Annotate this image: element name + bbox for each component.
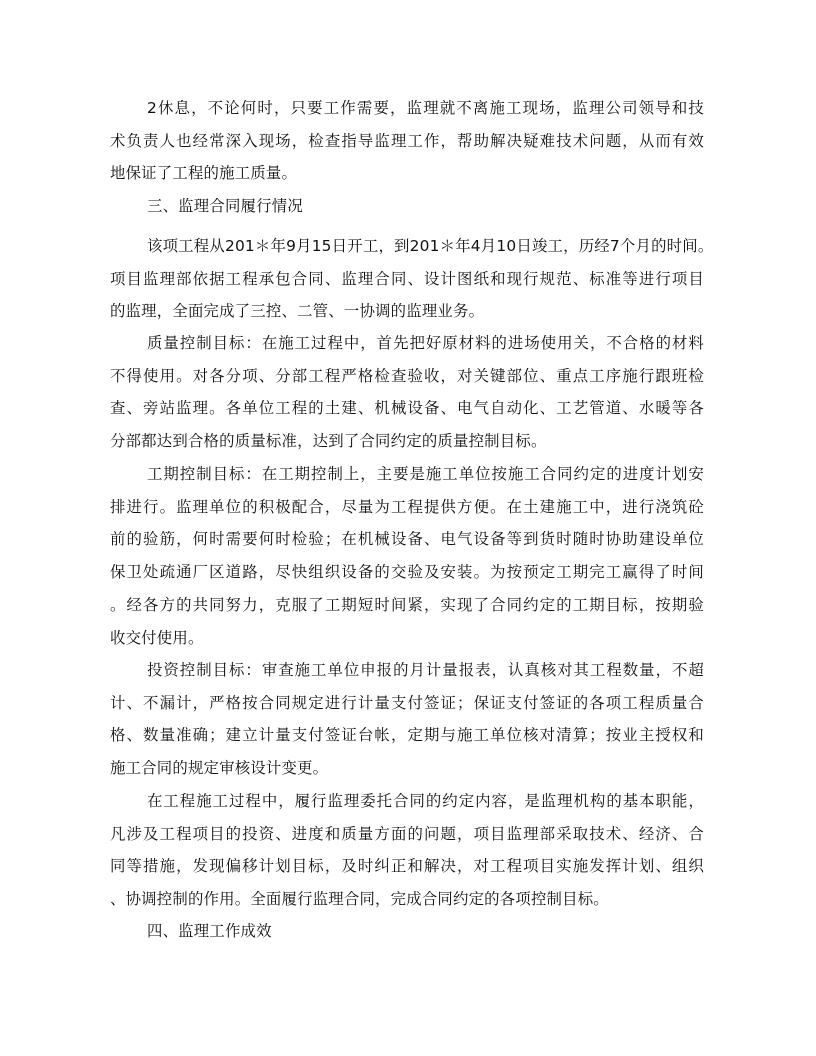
- paragraph-quality-control: [110, 327, 704, 458]
- text-line: 施工合同的规定审核设计变更。: [110, 759, 329, 778]
- text-line: 保卫处疏通厂区道路，尽快组织设备的交验及安装。为按预定工期完工赢得了时间: [110, 563, 704, 582]
- text-line: 、协调控制的作用。全面履行监理合同，完成合同约定的各项控制目标。: [110, 890, 609, 909]
- text-line: 。经各方的共同努力，克服了工期短时间紧，实现了合同约定的工期目标，按期验: [110, 595, 704, 614]
- section-heading-work-results: 四、监理工作成效: [147, 922, 272, 940]
- text-line: 排进行。监理单位的积极配合，尽量为工程提供方便。在土建施工中，进行浇筑砼: [110, 497, 704, 516]
- text-line: 分部都达到合格的质量标准，达到了合同约定的质量控制目标。: [110, 432, 547, 451]
- text-line: 的监理，全面完成了三控、二管、一协调的监理业务。: [110, 302, 485, 321]
- text-line: 不得使用。对各分项、分部工程严格检查验收，对关键部位、重点工序施行跟班检: [110, 366, 704, 385]
- text-line: 术负责人也经常深入现场，检查指导监理工作，帮助解决疑难技术问题，从而有效: [110, 131, 704, 150]
- text-line: 质量控制目标：在施工过程中，首先把好原材料的进场使用关，不合格的材料: [147, 334, 704, 352]
- paragraph-contract-fulfillment: [110, 785, 704, 916]
- text-line: 地保证了工程的施工质量。: [110, 164, 298, 183]
- text-line: 2休息，不论何时，只要工作需要，监理就不离施工现场，监理公司领导和技: [147, 99, 704, 117]
- text-line: 前的验筋，何时需要何时检验；在机械设备、电气设备等到货时随时协助建设单位: [110, 530, 704, 549]
- text-line: 凡涉及工程项目的投资、进度和质量方面的问题，项目监理部采取技术、经济、合: [110, 824, 704, 843]
- paragraph-schedule-control: [110, 458, 704, 654]
- text-line: 投资控制目标：审查施工单位申报的月计量报表，认真核对其工程数量，不超: [147, 661, 704, 679]
- text-line: 计、不漏计，严格按合同规定进行计量支付签证；保证支付签证的各项工程质量合: [110, 693, 704, 712]
- paragraph-project-overview: [110, 230, 714, 328]
- text-line: 在工程施工过程中，履行监理委托合同的约定内容，是监理机构的基本职能，: [147, 792, 704, 810]
- text-line: 工期控制目标：在工期控制上，主要是施工单位按施工合同约定的进度计划安: [147, 465, 704, 483]
- text-line: 格、数量准确；建立计量支付签证台帐，定期与施工单位核对清算；按业主授权和: [110, 726, 704, 745]
- text-line: 查、旁站监理。各单位工程的土建、机械设备、电气自动化、工艺管道、水暖等各: [110, 399, 704, 418]
- text-line: 同等措施，发现偏移计划目标，及时纠正和解决，对工程项目实施发挥计划、组织: [110, 857, 704, 876]
- text-line: 项目监理部依据工程承包合同、监理合同、设计图纸和现行规范、标准等进行项目: [110, 269, 704, 288]
- paragraph-rest-schedule: [110, 92, 704, 190]
- text-line: 该项工程从201＊年9月15日开工，到201＊年4月10日竣工，历经7个月的时间。: [147, 237, 714, 255]
- text-line: 收交付使用。: [110, 628, 204, 647]
- section-heading-contract-performance: 三、监理合同履行情况: [147, 197, 303, 215]
- paragraph-investment-control: [110, 654, 704, 785]
